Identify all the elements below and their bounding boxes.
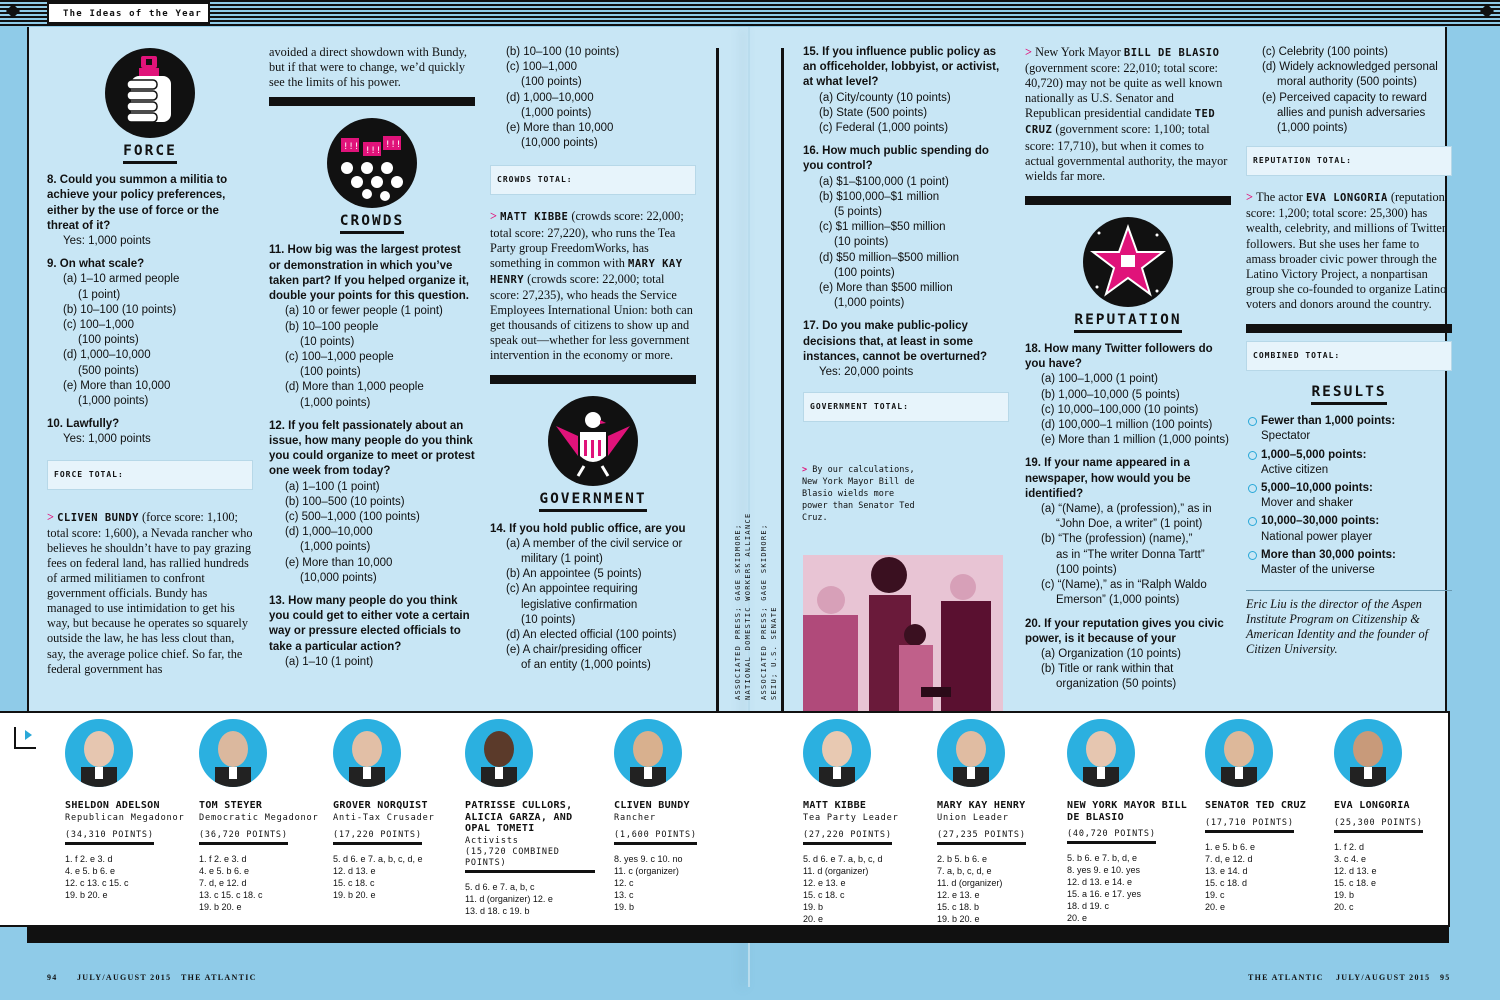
person-card [1334, 719, 1464, 913]
person-portrait [199, 719, 267, 787]
answer-option: (c) An appointee requiring [506, 583, 638, 596]
person-answers [333, 853, 463, 901]
person-portrait [465, 719, 533, 787]
person-card [1205, 719, 1335, 913]
answer-option: (100 points) [78, 334, 139, 347]
answer-option: Emerson” (1,000 points) [1056, 594, 1180, 607]
answer-option: allies and punish adversaries [1277, 106, 1426, 119]
answer-option: (5 points) [834, 206, 882, 219]
person-portrait [333, 719, 401, 787]
force-title: FORCE [47, 144, 253, 159]
person-points: (27,235 POINTS) [937, 830, 1026, 845]
answer-line: 13. e 14. d [1205, 865, 1248, 876]
answer-line: 3. c 4. e [1334, 853, 1367, 864]
results-column [1246, 45, 1452, 658]
government-title: GOVERNMENT [490, 492, 696, 507]
answer-option: (a) $1–$100,000 (1 point) [819, 175, 949, 188]
answer-line: 19. c [1205, 889, 1225, 900]
answer-line: 5. d 6. e 7. a, b, c [465, 881, 535, 892]
question-12-options [269, 480, 475, 586]
answer-option: military (1 point) [521, 552, 603, 565]
person-points: (27,220 POINTS) [803, 830, 892, 845]
person-answers [803, 853, 933, 925]
person-name: SHELDON ADELSON [65, 800, 160, 811]
crowds-title: CROWDS [269, 214, 475, 229]
answer-line: 15. c 18. e [1334, 877, 1377, 888]
answer-option: (b) 100–500 (10 points) [285, 495, 405, 508]
column-divider [781, 48, 784, 711]
answer-option: (c) Celebrity (100 points) [1262, 46, 1388, 58]
answer-option: organization (50 points) [1056, 678, 1177, 691]
answer-line: 8. yes 9. e 10. yes [1067, 865, 1141, 875]
answer-line: 7. d, e 12. d [1205, 853, 1253, 864]
person-name: CLIVEN BUNDY [614, 800, 690, 811]
person-points: (1,600 POINTS) [614, 830, 697, 845]
person-card [803, 719, 933, 925]
answer-line: 4. e 5. b 6. e [65, 865, 116, 876]
person-points: (15,720 COMBINED POINTS) [465, 847, 595, 873]
section-tag: The Ideas of the Year [47, 2, 210, 24]
result-tier [1248, 481, 1452, 511]
result-tier-range: 10,000–30,000 points: [1261, 515, 1380, 528]
answer-option: (e) More than 10,000 [63, 379, 171, 392]
answer-line: 11. d (organizer) [803, 865, 869, 876]
answer-line: 15. c 18. c [803, 889, 845, 900]
answer-line: 7. d, e 12. d [199, 877, 247, 888]
answer-option: (c) 500–1,000 (100 points) [285, 510, 420, 523]
answer-option: as in “The writer Donna Tartt” [1056, 548, 1205, 561]
answer-option: (a) 1–10 (1 point) [285, 655, 374, 668]
page-number-left: 94 [47, 973, 58, 982]
result-tier [1248, 414, 1452, 444]
answer-option: (e) More than 10,000 [506, 122, 614, 135]
person-answers [1205, 841, 1335, 913]
answer-line: 11. c (organizer) [614, 865, 679, 876]
answer-line: 12. e 13. e [937, 889, 980, 900]
answer-option: (a) Organization (10 points) [1041, 647, 1181, 660]
answer-option: (100 points) [1056, 563, 1117, 576]
answer-line: 15. c 18. d [1205, 877, 1248, 888]
answer-line: 5. d 6. e 7. a, b, c, d, e [333, 853, 423, 864]
question-15: 15. If you influence public policy as an officeholder, lobbyist, or activist, at what level? [803, 46, 1000, 89]
answer-line: 1. f 2. d [1334, 841, 1365, 852]
answer-option: (d) 1,000–10,000 [506, 91, 594, 104]
answer-option: (c) Federal (1,000 points) [819, 122, 949, 135]
answer-line: 2. b 5. b 6. e [937, 853, 988, 864]
diamond-icon [1480, 4, 1494, 18]
answer-option: (1,000 points) [521, 106, 592, 119]
page-number-right: 95 [1440, 973, 1451, 982]
answer-line: 20. e [1205, 901, 1226, 912]
question-8: 8. Could you summon a militia to achieve your policy preferences, either by the use of force or the threat of it? [47, 174, 228, 232]
person-answers [1334, 841, 1464, 913]
question-9: 9. On what scale? [47, 258, 145, 271]
answer-line: 18. d 19. c [1067, 901, 1110, 911]
answer-line: 7. a, b, c, d, e [937, 865, 992, 876]
answer-option: (c) $1 million–$50 million [819, 221, 946, 234]
answer-option: (b) 1,000–10,000 (5 points) [1041, 388, 1180, 401]
footer-date-left: JULY/AUGUST 2015 [77, 973, 172, 982]
answer-option: (e) A chair/presiding officer [506, 644, 642, 657]
person-portrait [803, 719, 871, 787]
answer-line: 19. b [1334, 889, 1355, 900]
footer-date-right: JULY/AUGUST 2015 [1336, 973, 1431, 982]
question-9-options [47, 272, 253, 409]
answer-line: 13. c 15. c 18. c [199, 889, 263, 900]
result-tier-range: 1,000–5,000 points: [1261, 448, 1367, 461]
answer-option: Yes: 1,000 points [63, 235, 151, 248]
people-strip [0, 711, 1450, 927]
answer-line: 11. d (organizer) 12. e [465, 893, 553, 904]
answer-option: (c) 100–1,000 [63, 319, 134, 332]
person-answers [937, 853, 1067, 925]
person-answers [465, 881, 595, 917]
person-answers [1067, 852, 1197, 924]
answer-line: 4. e 5. b 6. e [199, 865, 250, 876]
answer-option: (a) 100–1,000 (1 point) [1041, 373, 1158, 386]
protest-crowd-icon [327, 118, 417, 208]
answer-option: (b) 10–100 (10 points) [506, 46, 620, 58]
reputation-column [1025, 45, 1231, 693]
answer-option: (b) Title or rank within that [1041, 663, 1174, 676]
answer-option: (a) City/county (10 points) [819, 91, 951, 104]
person-name: PATRISSE CULLORS, ALICIA GARZA, AND OPAL TOMETI [465, 800, 573, 834]
fist-icon [105, 48, 195, 138]
answer-line: 19. b 20. e [937, 913, 980, 924]
answer-line: 20. e [1067, 913, 1088, 923]
divider [269, 97, 475, 106]
svg-text:!!!: !!! [365, 146, 382, 157]
answer-line: 19. b 20. e [333, 889, 376, 900]
person-portrait [1067, 719, 1135, 787]
answer-option: (b) 10–100 people [285, 320, 379, 333]
column-divider [716, 48, 719, 711]
result-tier-label: Mover and shaker [1261, 497, 1354, 510]
divider [490, 375, 696, 384]
de-blasio-swearing-in-photo [803, 555, 1003, 713]
answer-option: (a) “(Name), a (profession),” as in [1041, 503, 1212, 516]
question-11: 11. How big was the largest protest or demonstration in which you’ve taken part? If you helped organize it, double your points for this question. [269, 244, 469, 303]
question-16: 16. How much public spending do you control? [803, 145, 989, 173]
answer-option: (d) Widely acknowledged personal [1262, 61, 1438, 74]
answer-option: (100 points) [834, 266, 895, 279]
answer-option: (e) More than 1 million (1,000 points) [1041, 434, 1229, 447]
bottom-strip-shadow [27, 927, 1449, 943]
person-points: (34,310 POINTS) [65, 830, 154, 845]
diamond-icon [6, 4, 20, 18]
question-20-options [1025, 647, 1231, 693]
answer-line: 19. b [614, 901, 635, 912]
person-card [937, 719, 1067, 925]
answer-line: 5. d 6. e 7. a, b, c, d [803, 853, 883, 864]
answer-line: 19. b 20. e [65, 889, 108, 900]
combined-total-box[interactable]: COMBINED TOTAL: [1246, 341, 1452, 371]
results-list [1248, 414, 1452, 578]
answer-option: (c) 100–1,000 [506, 61, 577, 74]
play-arrow-icon [25, 730, 32, 740]
question-10-options [47, 432, 253, 447]
answer-option: (1,000 points) [300, 541, 371, 554]
answer-option: (b) “The (profession) (name),” [1041, 533, 1193, 546]
answer-option: (1 point) [78, 288, 121, 301]
answer-line: 12. c 13. c 15. c [65, 877, 129, 888]
person-title: Tea Party Leader [803, 812, 899, 823]
result-tier [1248, 448, 1452, 478]
answer-option: (c) “(Name),” as in “Ralph Waldo [1041, 579, 1207, 592]
photo-credit: NATIONAL DOMESTIC WORKERS ALLIANCE [744, 512, 752, 700]
question-15-options [803, 91, 1009, 137]
answer-option: (e) More than $500 million [819, 282, 953, 295]
answer-option: (b) $100,000–$1 million [819, 190, 940, 203]
answer-option: (10 points) [834, 236, 889, 249]
answer-option: (d) More than 1,000 people [285, 381, 424, 394]
person-card [465, 719, 595, 917]
answer-option: (10 points) [300, 335, 355, 348]
reputation-total-box[interactable]: REPUTATION TOTAL: [1246, 146, 1452, 176]
de-blasio-cruz-bio: > New York Mayor BILL DE BLASIO (government score: 22,010; total score: 40,720) may not be quite as well known nationally as U.S. Senator and Republican presidential candidate TED CRUZ (government score: 1,100; total score: 17,710), but when it comes to actual governmental authority, the mayor wields far more. [1025, 45, 1228, 183]
person-title: Anti-Tax Crusader [333, 812, 435, 823]
question-13-options-continued [490, 45, 696, 151]
answer-option: (a) A member of the civil service or [506, 537, 683, 550]
answer-line: 1. f 2. e 3. d [199, 853, 247, 864]
result-tier [1248, 548, 1452, 578]
answer-option: (100 points) [521, 76, 582, 89]
longoria-bio: > The actor EVA LONGORIA (reputation score: 1,200; total score: 25,300) has wealth, celebrity, and millions of Twitter followers. But she uses her fame to amass broader civic power through the Latino Victory Project, a nonpartisan group she co-founded to organize Latino voters and donors around the country. [1246, 190, 1447, 311]
person-card [614, 719, 744, 913]
question-8-options [47, 234, 253, 249]
person-card [1067, 719, 1197, 924]
corner-bracket [14, 727, 36, 749]
footer-magazine-left: THE ATLANTIC [181, 973, 257, 982]
question-13-options [269, 655, 475, 670]
government-column [490, 45, 696, 674]
answer-option: (a) 1–100 (1 point) [285, 480, 380, 493]
person-answers [65, 853, 195, 901]
results-title: RESULTS [1246, 385, 1452, 400]
answer-option: (1,000 points) [1277, 122, 1348, 135]
person-card [199, 719, 329, 913]
crowds-total-box[interactable]: CROWDS TOTAL: [490, 165, 696, 195]
answer-option: (b) State (500 points) [819, 106, 928, 119]
result-tier-range: Fewer than 1,000 points: [1261, 415, 1396, 428]
person-name: GROVER NORQUIST [333, 800, 428, 811]
star-icon [1083, 217, 1173, 307]
answer-line: 12. d 13. e [333, 865, 376, 876]
answer-option: of an entity (1,000 points) [521, 659, 651, 672]
answer-option: (10 points) [521, 613, 576, 626]
question-19: 19. If your name appeared in a newspaper, how would you be identified? [1025, 457, 1191, 500]
question-20: 20. If your reputation gives you civic power, is it because of your [1025, 617, 1224, 645]
question-16-options [803, 175, 1009, 312]
person-points: (40,720 POINTS) [1067, 829, 1156, 844]
answer-line: 1. e 5. b 6. e [1205, 841, 1256, 852]
person-points: (25,300 POINTS) [1334, 818, 1423, 833]
question-12: 12. If you felt passionately about an issue, how many people do you think you could organize to meet or protest one week from today? [269, 419, 475, 478]
answer-option: (a) 1–10 armed people [63, 273, 180, 286]
answer-line: 15. c 18. c [333, 877, 375, 888]
person-name: TOM STEYER [199, 800, 263, 811]
top-stripe-bar [0, 0, 1500, 27]
answer-line: 12. e 13. e [803, 877, 846, 888]
answer-line: 12. d 13. e 14. e [1067, 877, 1133, 887]
kibbe-henry-bio: > MATT KIBBE (crowds score: 22,000; total score: 27,220), who runs the Tea Party group FreedomWorks, has something in common with MARY KAY HENRY (crowds score: 22,000; total score: 27,235), who heads the Service Employees International Union: both can get thousands of citizens to show up and speak out—whether for less government intervention in the economy or more. [490, 209, 693, 363]
author-bio: Eric Liu is the director of the Aspen Institute Program on Citizenship & American Identity and the founder of Citizen University. [1246, 590, 1452, 657]
answer-option: Yes: 1,000 points [63, 433, 151, 446]
person-answers [199, 853, 329, 913]
person-points: (36,720 POINTS) [199, 830, 288, 845]
answer-line: 8. yes 9. c 10. no [614, 853, 683, 864]
government-questions-column [803, 45, 1009, 430]
photo-caption: > By our calculations, New York Mayor Bill de Blasio wields more power than Senator Ted Cruz. [802, 465, 915, 523]
answer-line: 19. b [803, 901, 824, 912]
person-portrait [1334, 719, 1402, 787]
answer-option: (d) 100,000–1 million (100 points) [1041, 419, 1213, 432]
person-points: (17,220 POINTS) [333, 830, 422, 845]
force-total-box[interactable]: FORCE TOTAL: [47, 460, 253, 490]
svg-text:!!!: !!! [385, 140, 402, 151]
photo-credit: SEIU; U.S. SENATE [770, 606, 778, 700]
question-17-options [803, 365, 1009, 380]
answer-line: 5. b 6. e 7. b, d, e [1067, 853, 1138, 863]
question-18: 18. How many Twitter followers do you have? [1025, 343, 1213, 371]
bundy-bio-continued: avoided a direct showdown with Bundy, but if that were to change, we’d quickly see the limits of his power. [269, 45, 467, 90]
divider [1025, 196, 1231, 205]
answer-line: 12. d 13. e [1334, 865, 1377, 876]
answer-option: (1,000 points) [78, 395, 149, 408]
result-tier [1248, 514, 1452, 544]
eagle-icon [548, 396, 638, 486]
person-title: Union Leader [937, 812, 1009, 823]
answer-option: (1,000 points) [834, 297, 905, 310]
photo-credit: ASSOCIATED PRESS; GAGE SKIDMORE; [734, 523, 742, 700]
photo-credit: ASSOCIATED PRESS; GAGE SKIDMORE; [760, 523, 768, 700]
person-title: Republican Megadonor [65, 812, 185, 823]
result-tier-label: Spectator [1261, 430, 1311, 443]
answer-option: legislative confirmation [521, 598, 638, 611]
answer-line: 20. c [1334, 901, 1354, 912]
svg-text:!!!: !!! [343, 142, 360, 153]
answer-option: Yes: 20,000 points [819, 366, 914, 379]
result-tier-label: Master of the universe [1261, 564, 1375, 576]
question-17: 17. Do you make public-policy decisions that, at least in some instances, cannot be overturned? [803, 320, 988, 363]
bundy-bio: > CLIVEN BUNDY (force score: 1,100; total score: 1,600), a Nevada rancher who believes he shouldn’t have to pay grazing fees on federal land, has rallied hundreds of armed militiamen to confront government officials. Bundy has managed to use intimidation to get his way, but because he operates so squarely outside the law, he has less clout than, say, the average police chief. So far, the federal government has [47, 509, 253, 676]
crowds-column [269, 45, 475, 670]
person-title: Rancher [614, 812, 656, 823]
answer-option: (10,000 points) [521, 137, 598, 150]
person-name: EVA LONGORIA [1334, 800, 1410, 811]
answer-option: (1,000 points) [300, 396, 371, 409]
question-20-options-continued [1246, 45, 1452, 136]
answer-line: 15. a 16. e 17. yes [1067, 889, 1142, 899]
person-portrait [937, 719, 1005, 787]
person-answers [614, 853, 744, 913]
answer-option: (500 points) [78, 364, 139, 377]
footer-magazine-right: THE ATLANTIC [1248, 973, 1324, 982]
answer-option: (d) 1,000–10,000 [63, 349, 151, 362]
answer-option: (100 points) [300, 366, 361, 379]
person-card [333, 719, 463, 901]
person-name: SENATOR TED CRUZ [1205, 800, 1307, 811]
person-points: (17,710 POINTS) [1205, 818, 1294, 833]
answer-option: (10,000 points) [300, 571, 377, 584]
person-title: Activists [465, 835, 519, 846]
person-portrait [1205, 719, 1273, 787]
question-14: 14. If you hold public office, are you [490, 522, 686, 535]
person-name: MATT KIBBE [803, 800, 867, 811]
answer-option: (d) $50 million–$500 million [819, 251, 959, 264]
result-tier-label: National power player [1261, 530, 1373, 543]
answer-option: (d) An elected official (100 points) [506, 628, 677, 641]
answer-line: 13. d 18. c 19. b [465, 905, 530, 916]
divider [1246, 324, 1452, 333]
answer-line: 11. d (organizer) [937, 877, 1003, 888]
question-18-options [1025, 372, 1231, 448]
answer-line: 12. c [614, 877, 634, 888]
answer-line: 19. b 20. e [199, 901, 242, 912]
person-name: NEW YORK MAYOR BILL DE BLASIO [1067, 800, 1188, 823]
question-11-options [269, 304, 475, 410]
person-name: MARY KAY HENRY [937, 800, 1026, 811]
result-tier-range: More than 30,000 points: [1261, 548, 1396, 561]
answer-option: (b) 10–100 (10 points) [63, 303, 177, 316]
reputation-title: REPUTATION [1025, 313, 1231, 328]
person-card [65, 719, 195, 901]
answer-option: (b) An appointee (5 points) [506, 568, 642, 581]
question-14-options [490, 537, 696, 674]
question-13: 13. How many people do you think you could get to either vote a certain way or pressure elected officials to take a particular action? [269, 594, 470, 653]
answer-line: 15. c 18. b [937, 901, 980, 912]
answer-line: 13. c [614, 889, 634, 900]
result-tier-label: Active citizen [1261, 463, 1329, 476]
answer-line: 1. f 2. e 3. d [65, 853, 113, 864]
answer-line: 20. e [803, 913, 824, 924]
force-column [47, 48, 253, 677]
person-title: Democratic Megadonor [199, 812, 319, 823]
answer-option: (c) 100–1,000 people [285, 350, 394, 363]
person-portrait [65, 719, 133, 787]
question-10: 10. Lawfully? [47, 418, 120, 431]
person-portrait [614, 719, 682, 787]
answer-option: (e) Perceived capacity to reward [1262, 91, 1427, 104]
answer-option: (c) 10,000–100,000 (10 points) [1041, 403, 1199, 416]
answer-option: moral authority (500 points) [1277, 76, 1417, 89]
result-tier-range: 5,000–10,000 points: [1261, 481, 1373, 494]
answer-option: (d) 1,000–10,000 [285, 526, 373, 539]
government-total-box[interactable]: GOVERNMENT TOTAL: [803, 392, 1009, 422]
answer-option: (a) 10 or fewer people (1 point) [285, 305, 443, 318]
answer-option: “John Doe, a writer” (1 point) [1056, 518, 1203, 531]
question-19-options [1025, 502, 1231, 608]
answer-option: (e) More than 10,000 [285, 556, 393, 569]
